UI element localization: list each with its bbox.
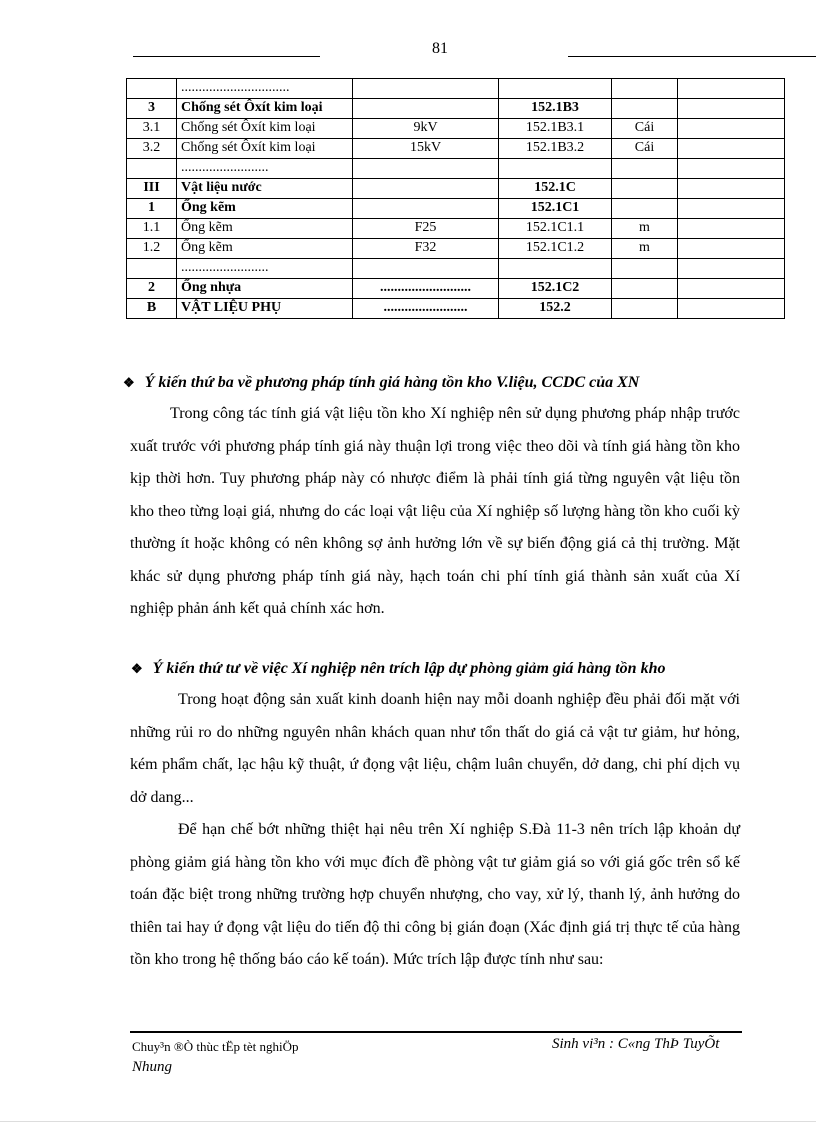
cell-note	[678, 179, 785, 199]
cell-code: 152.1B3.1	[499, 119, 612, 139]
cell-name: Ống kẽm	[177, 239, 353, 259]
footer-name-continued: Nhung	[132, 1059, 173, 1075]
cell-name: Ống nhựa	[177, 279, 353, 299]
cell-code: 152.1C1.2	[499, 239, 612, 259]
materials-table-body	[127, 79, 785, 319]
cell-unit	[612, 259, 678, 279]
cell-spec	[353, 159, 499, 179]
cell-unit: Cái	[612, 119, 678, 139]
section3-heading	[123, 374, 639, 392]
cell-spec: F25	[353, 219, 499, 239]
cell-name: Chống sét Ôxít kim loại	[177, 119, 353, 139]
cell-unit	[612, 279, 678, 299]
header-rule-left	[133, 56, 320, 57]
cell-name: ...............................	[177, 79, 353, 99]
cell-no: 2	[127, 279, 177, 299]
cell-no	[127, 259, 177, 279]
cell-spec: F32	[353, 239, 499, 259]
cell-note	[678, 139, 785, 159]
page-number: 81	[432, 40, 448, 57]
table-row	[127, 219, 785, 239]
cell-name: Chống sét Ôxít kim loại	[177, 99, 353, 119]
cell-no: III	[127, 179, 177, 199]
cell-name: Ống kẽm	[177, 219, 353, 239]
table-row	[127, 279, 785, 299]
table-row	[127, 79, 785, 99]
cell-note	[678, 199, 785, 219]
diamond-bullet-icon: ❖	[131, 661, 143, 676]
cell-spec	[353, 179, 499, 199]
cell-code	[499, 259, 612, 279]
cell-note	[678, 259, 785, 279]
table-row	[127, 119, 785, 139]
diamond-bullet-icon: ❖	[123, 375, 135, 390]
footer-student: Sinh vi³n : C«ng ThÞ TuyÕt	[552, 1036, 720, 1052]
cell-code: 152.1B3	[499, 99, 612, 119]
cell-unit: m	[612, 219, 678, 239]
footer-left	[132, 1037, 299, 1077]
section4-heading	[131, 660, 665, 678]
cell-unit	[612, 79, 678, 99]
footer-report-title: Chuy³n ®Ò thùc tËp tèt nghiÖp	[132, 1039, 299, 1054]
cell-note	[678, 299, 785, 319]
table-row	[127, 299, 785, 319]
cell-no	[127, 79, 177, 99]
cell-spec: ........................	[353, 299, 499, 319]
section4-paragraph-2: Để hạn chế bớt những thiệt hại nêu trên Xí nghiệp S.Đà 11-3 nên trích lập khoản dự phòng giảm giá hàng tồn kho với mục đích đề phòng vật tư giảm giá so với giá gốc trên sổ kế toán đặc biệt trong những trường hợp chuyển nhượng, cho vay, xử lý, thanh lý, ảnh hưởng do thiên tai hay ứ đọng vật liệu do tiến độ thi công bị gián đoạn (Xác định giá trị thực tế của hàng tồn kho trong hệ thống báo cáo kế toán). Mức trích lập được tính như sau:	[130, 821, 740, 968]
section4-heading-text: Ý kiến thứ tư về việc Xí nghiệp nên trích lập dự phòng giảm giá hàng tồn kho	[152, 660, 666, 677]
cell-note	[678, 239, 785, 259]
cell-note	[678, 279, 785, 299]
cell-spec: 9kV	[353, 119, 499, 139]
cell-name: Vật liệu nước	[177, 179, 353, 199]
table-row	[127, 99, 785, 119]
cell-no	[127, 159, 177, 179]
cell-no: 3.2	[127, 139, 177, 159]
section3-heading-text: Ý kiến thứ ba về phương pháp tính giá hàng tồn kho V.liệu, CCDC của XN	[144, 374, 640, 391]
cell-unit: m	[612, 239, 678, 259]
cell-name: VẬT LIỆU PHỤ	[177, 299, 353, 319]
table-row	[127, 199, 785, 219]
cell-unit	[612, 199, 678, 219]
cell-spec	[353, 99, 499, 119]
table-row	[127, 159, 785, 179]
table-row	[127, 239, 785, 259]
cell-no: 1.1	[127, 219, 177, 239]
cell-note	[678, 119, 785, 139]
cell-name: Ống kẽm	[177, 199, 353, 219]
table-row	[127, 259, 785, 279]
cell-no: 1.2	[127, 239, 177, 259]
cell-code: 152.1B3.2	[499, 139, 612, 159]
section4-paragraph-1: Trong hoạt động sản xuất kinh doanh hiện nay mỗi doanh nghiệp đều phải đối mặt với những rủi ro do những nguyên nhân khách quan như tổn thất do giá cả vật tư giảm, hư hỏng, kém phẩm chất, lạc hậu kỹ thuật, ứ đọng vật liệu, chậm luân chuyển, dở dang, chi phí dịch vụ dở dang...	[130, 691, 740, 806]
cell-spec: 15kV	[353, 139, 499, 159]
materials-table	[126, 78, 785, 319]
cell-unit	[612, 299, 678, 319]
cell-spec	[353, 259, 499, 279]
cell-spec	[353, 79, 499, 99]
table-row	[127, 179, 785, 199]
cell-spec: ..........................	[353, 279, 499, 299]
header-rule-right	[568, 56, 816, 57]
cell-name: .........................	[177, 259, 353, 279]
cell-no: 3.1	[127, 119, 177, 139]
cell-code	[499, 79, 612, 99]
cell-no: 1	[127, 199, 177, 219]
cell-code	[499, 159, 612, 179]
cell-code: 152.1C	[499, 179, 612, 199]
cell-spec	[353, 199, 499, 219]
cell-code: 152.1C1	[499, 199, 612, 219]
table-row	[127, 139, 785, 159]
cell-note	[678, 99, 785, 119]
cell-note	[678, 159, 785, 179]
page-bottom-rule	[0, 1121, 816, 1122]
cell-unit	[612, 179, 678, 199]
cell-unit	[612, 99, 678, 119]
cell-name: .........................	[177, 159, 353, 179]
cell-unit: Cái	[612, 139, 678, 159]
section3-paragraph: Trong công tác tính giá vật liệu tồn kho Xí nghiệp nên sử dụng phương pháp nhập trước xuất trước với phương pháp tính giá này thuận lợi trong việc theo dõi và tính giá hàng tồn kho kịp thời hơn. Tuy phương pháp này có nhược điểm là phải tính giá từng nguyên vật liệu tồn kho theo từng loại giá, nhưng do các loại vật liệu của Xí nghiệp số lượng hàng tồn kho cuối kỳ thường ít hoặc không có nên không sợ ảnh hưởng lớn về sự biến động giá cả thị trường. Mặt khác sử dụng phương pháp tính giá này, hạch toán chi phí tính giá thành sản xuất của Xí nghiệp phản ánh kết quả chính xác hơn.	[130, 405, 740, 617]
cell-note	[678, 219, 785, 239]
cell-code: 152.2	[499, 299, 612, 319]
footer-rule	[130, 1031, 742, 1033]
cell-name: Chống sét Ôxít kim loại	[177, 139, 353, 159]
cell-code: 152.1C1.1	[499, 219, 612, 239]
cell-no: B	[127, 299, 177, 319]
cell-unit	[612, 159, 678, 179]
cell-note	[678, 79, 785, 99]
cell-no: 3	[127, 99, 177, 119]
cell-code: 152.1C2	[499, 279, 612, 299]
